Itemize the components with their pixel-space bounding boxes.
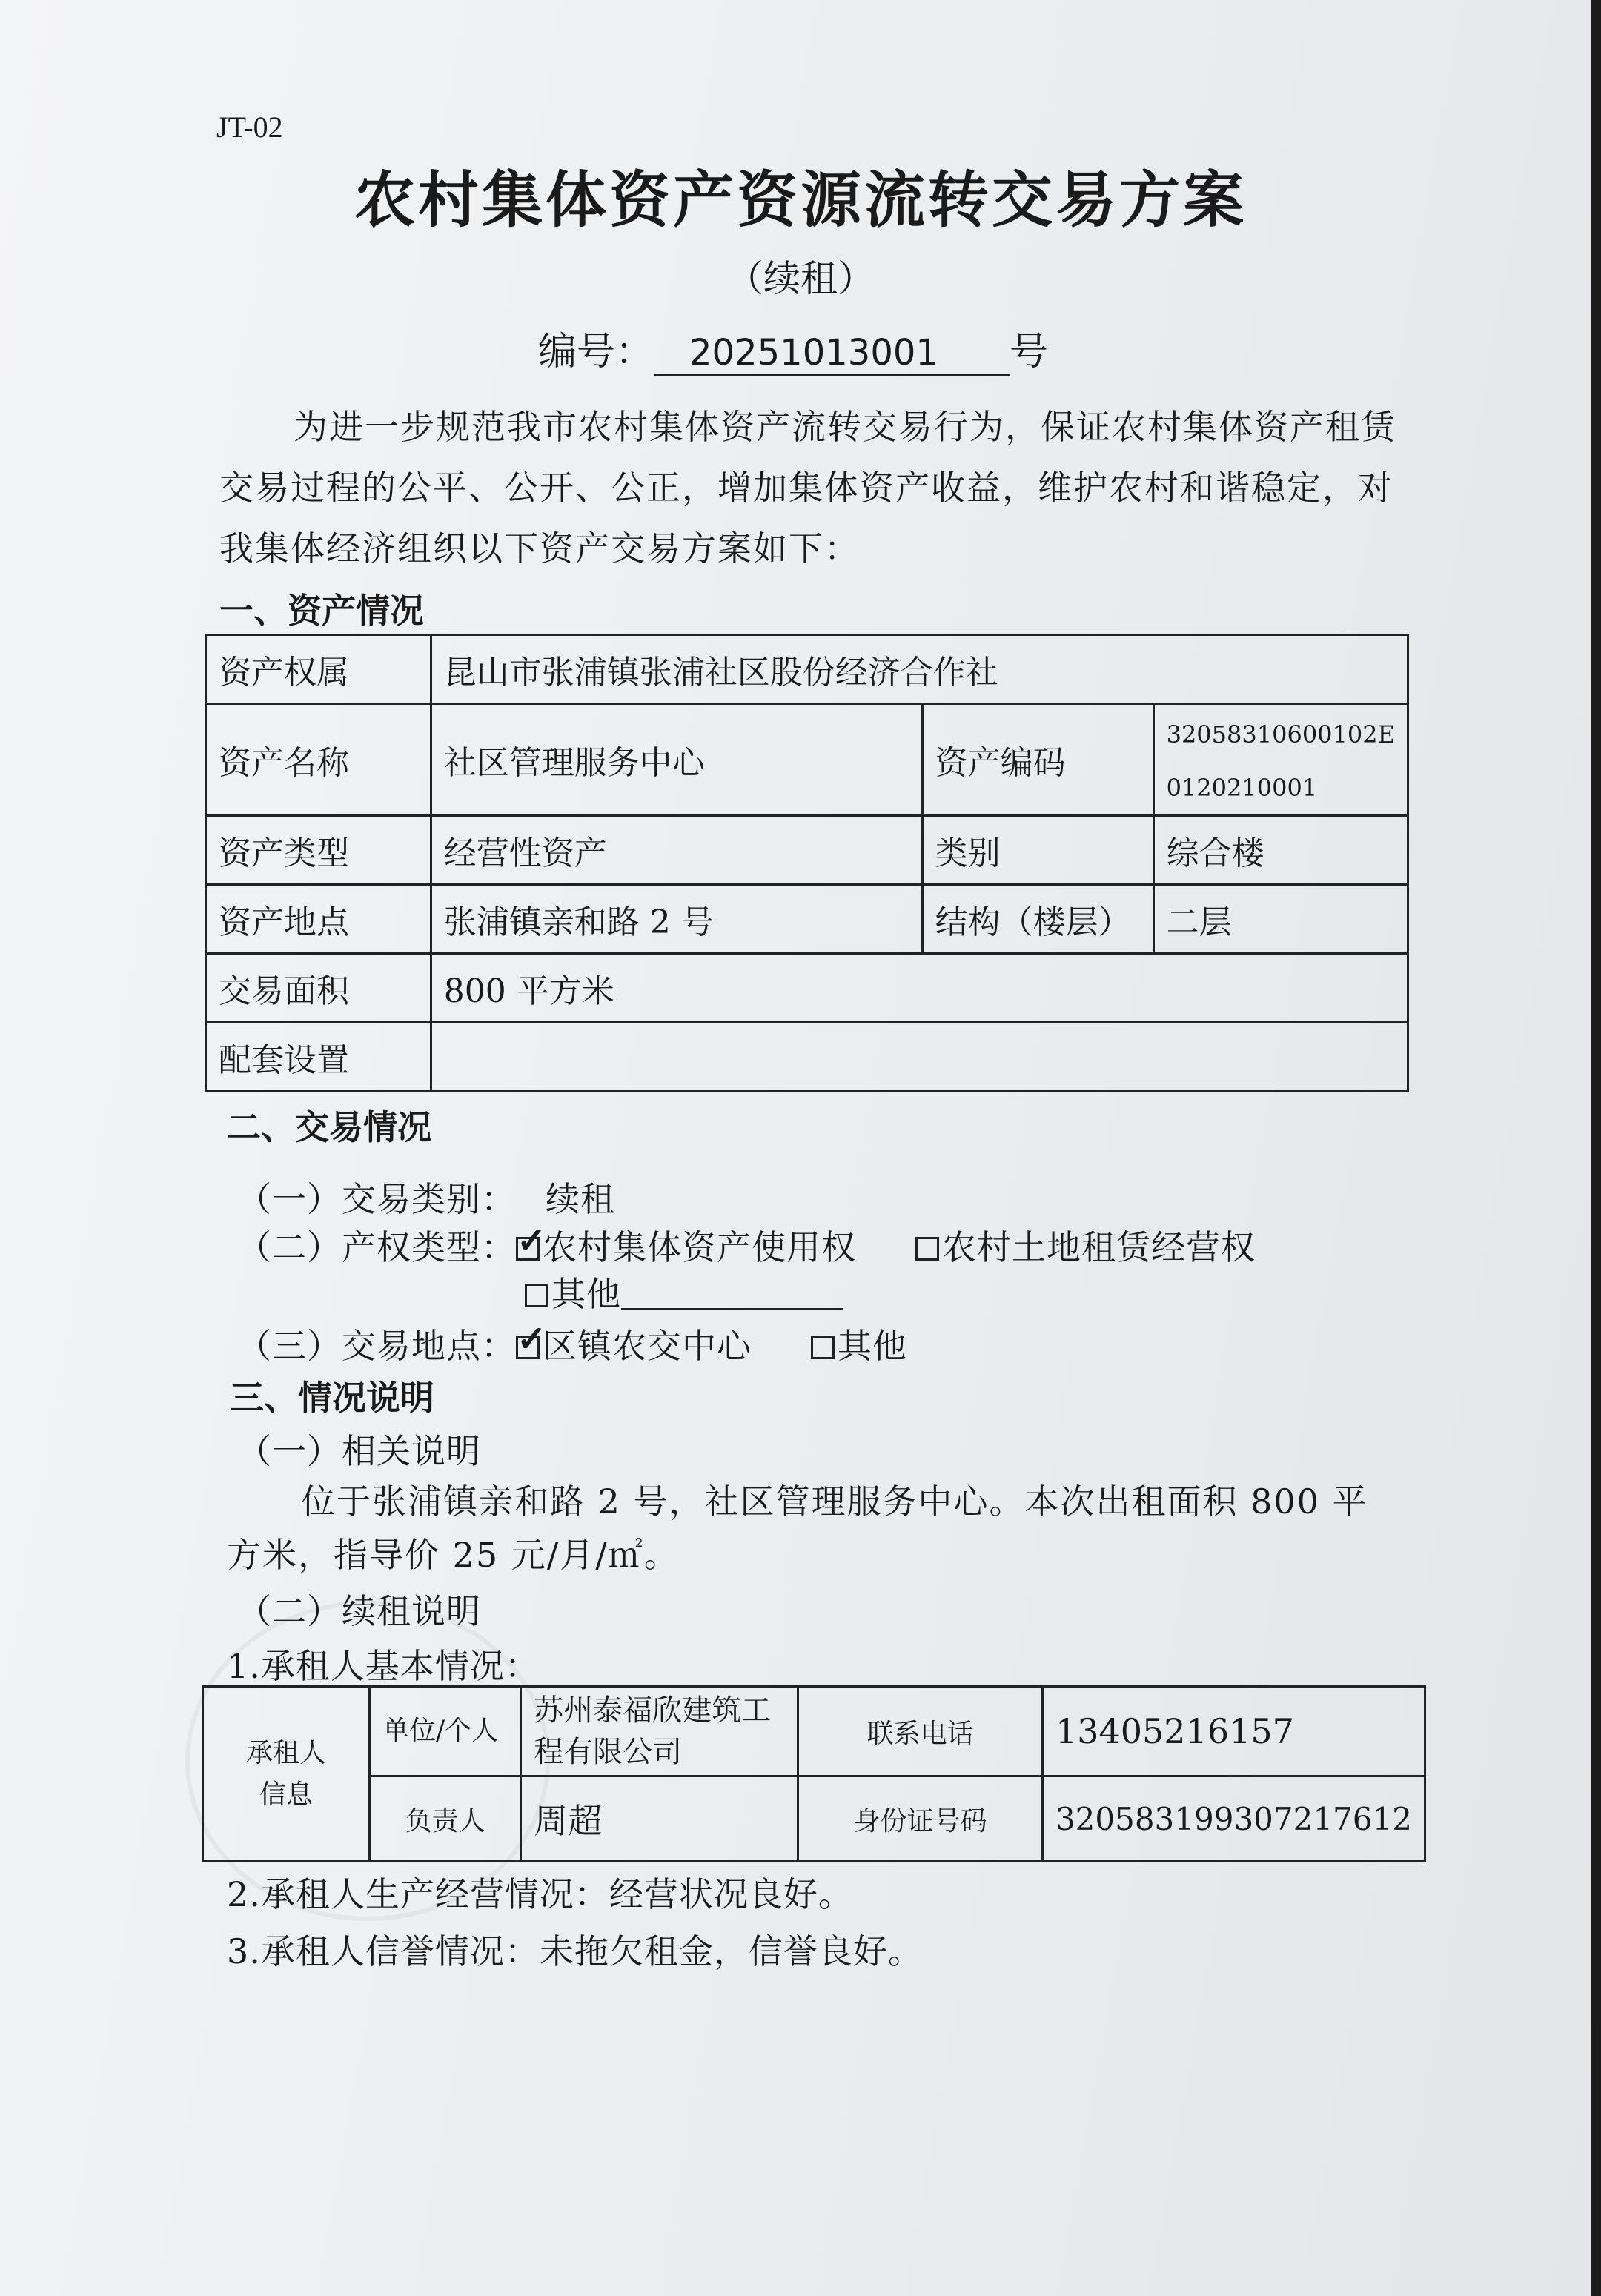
checkbox-land-lease[interactable] (915, 1237, 939, 1261)
lessee-credit: 3.承租人信誉情况：未拖欠租金，信誉良好。 (227, 1931, 923, 1971)
table-row (206, 635, 1408, 704)
asset-code-label: 资产编码 (922, 704, 1153, 816)
other-blank (621, 1275, 843, 1310)
table-row (203, 1776, 1425, 1862)
intro-paragraph: 为进一步规范我市农村集体资产流转交易行为，保证农村集体资产租赁交易过程的公平、公开、公正，增加集体资产收益，维护农村和谐稳定，对我集体经济组织以下资产交易方案如下： (219, 407, 1396, 568)
lessee-table (202, 1685, 1426, 1862)
location-value: 张浦镇亲和路 2 号 (431, 885, 922, 954)
area-label: 交易面积 (206, 954, 431, 1023)
phone-label: 联系电话 (798, 1687, 1043, 1776)
section-asset-heading: 一、资产情况 (219, 591, 424, 631)
structure-value: 二层 (1153, 885, 1408, 954)
property-right-other-line (525, 1267, 843, 1316)
facilities-value (431, 1023, 1408, 1092)
asset-code-value (1153, 704, 1408, 816)
person-value: 周超 (521, 1776, 798, 1862)
number-value: 20251013001 (654, 332, 1010, 376)
asset-table (205, 634, 1409, 1092)
unit-value: 苏州泰福欣建筑工程有限公司 (521, 1687, 798, 1776)
asset-name-label: 资产名称 (206, 704, 431, 816)
asset-type-value: 经营性资产 (431, 816, 922, 885)
asset-code-line1: 32058310600102E (1166, 720, 1395, 749)
structure-label: 结构（楼层） (922, 885, 1153, 954)
document-title: 农村集体资产资源流转交易方案 (354, 165, 1247, 236)
number-label: 编号： (538, 330, 654, 374)
table-row (206, 816, 1408, 885)
document-subtitle: （续租） (726, 257, 875, 300)
phone-value: 13405216157 (1042, 1687, 1425, 1776)
property-right-label: （二）产权类型： (237, 1227, 516, 1267)
area-value: 800 平方米 (431, 954, 1408, 1023)
checkbox-place-other[interactable] (811, 1336, 835, 1359)
checkbox-right-other[interactable] (525, 1284, 548, 1307)
table-row (206, 1023, 1408, 1092)
lessee-info-label: 承租人信息 (203, 1687, 370, 1862)
table-row (206, 954, 1408, 1023)
option-land-lease: 农村土地租赁经营权 (942, 1227, 1256, 1267)
section-notes-heading: 三、情况说明 (230, 1378, 434, 1418)
section-transaction-heading: 二、交易情况 (227, 1107, 431, 1147)
unit-label: 单位/个人 (369, 1687, 520, 1776)
table-row (206, 704, 1408, 816)
transaction-type-label: （一）交易类别： (237, 1179, 516, 1219)
category-label: 类别 (922, 816, 1153, 885)
lessee-basic-heading: 1.承租人基本情况： (227, 1646, 540, 1686)
person-label: 负责人 (369, 1776, 520, 1862)
related-notes-heading: （一）相关说明 (237, 1431, 481, 1471)
number-suffix: 号 (1010, 330, 1049, 374)
lessee-operation: 2.承租人生产经营情况：经营状况良好。 (227, 1874, 853, 1914)
category-value: 综合楼 (1153, 816, 1408, 885)
transaction-place-line (237, 1319, 907, 1368)
document-number (538, 320, 1048, 376)
renewal-notes-heading: （二）续租说明 (237, 1591, 481, 1631)
option-right-other: 其他 (551, 1274, 621, 1314)
doc-code: JT-02 (216, 110, 283, 144)
checkbox-district-center[interactable] (516, 1336, 540, 1359)
transaction-place-label: （三）交易地点： (237, 1326, 516, 1366)
asset-name-value: 社区管理服务中心 (431, 704, 922, 816)
option-use-right: 农村集体资产使用权 (543, 1227, 856, 1267)
option-place-other: 其他 (838, 1326, 907, 1366)
location-label: 资产地点 (206, 885, 431, 954)
asset-type-label: 资产类型 (206, 816, 431, 885)
ownership-label: 资产权属 (206, 635, 431, 704)
id-value: 320583199307217612 (1042, 1776, 1425, 1862)
facilities-label: 配套设置 (206, 1023, 431, 1092)
asset-code-line2: 0120210001 (1166, 774, 1318, 802)
id-label: 身份证号码 (798, 1776, 1043, 1862)
checkbox-use-right[interactable] (516, 1237, 540, 1261)
transaction-type-value: 续租 (546, 1179, 615, 1219)
related-notes-text: 位于张浦镇亲和路 2 号，社区管理服务中心。本次出租面积 800 平方米，指导价 25 元/月/㎡。 (227, 1482, 1368, 1575)
table-row (203, 1687, 1425, 1776)
transaction-type-line (237, 1172, 615, 1221)
ownership-value: 昆山市张浦镇张浦社区股份经济合作社 (431, 635, 1408, 704)
property-right-line (237, 1221, 1256, 1270)
option-district-center: 区镇农交中心 (543, 1326, 752, 1366)
table-row (206, 885, 1408, 954)
